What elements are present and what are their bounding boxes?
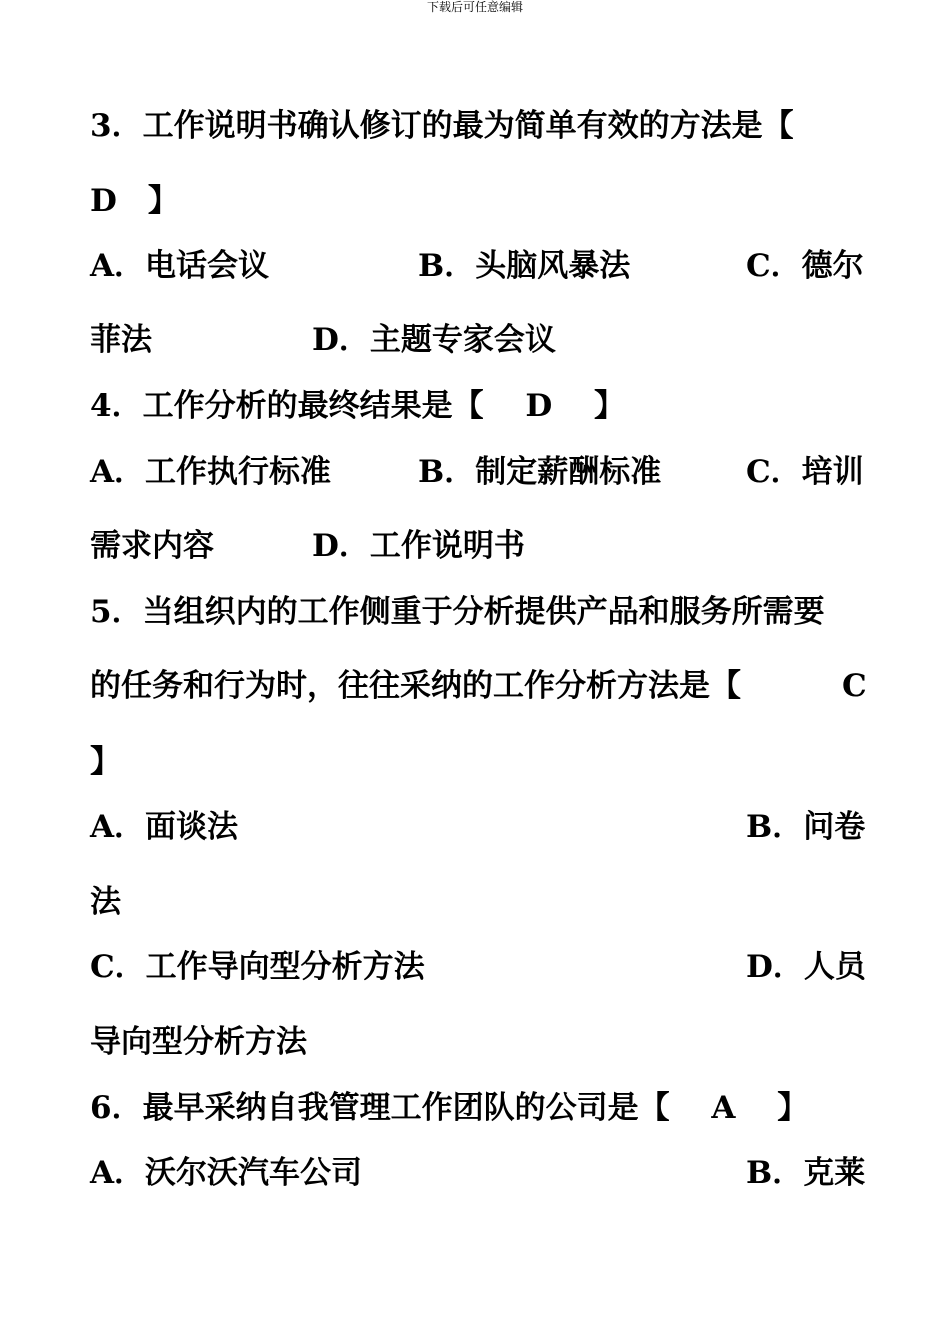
question-6-stem-text: 6．最早采纳自我管理工作团队的公司是【 A 】	[90, 1090, 809, 1126]
question-4-option-c-cont: 需求内容	[90, 528, 214, 564]
question-5-options-row-2	[90, 882, 860, 922]
question-5-stem-line-2	[90, 666, 867, 706]
question-5-option-b-cont: 法	[90, 884, 121, 920]
question-5-options-row-4	[90, 1022, 860, 1062]
question-3-options-row-2	[90, 320, 860, 360]
question-5-options-row-1	[90, 807, 866, 847]
question-5-options-row-3	[90, 947, 866, 987]
question-5-option-b: B．问卷	[746, 809, 866, 845]
question-4-option-d: D．工作说明书	[312, 528, 525, 564]
question-3-stem	[90, 106, 860, 146]
question-5-option-d: D．人员	[746, 949, 866, 985]
question-4-options-row	[90, 452, 864, 492]
question-5-stem-line-1	[90, 592, 860, 632]
question-4-option-b: B．制定薪酬标准	[418, 454, 662, 490]
question-3-option-b: B．头脑风暴法	[418, 248, 631, 284]
question-5-option-c: C．工作导向型分析方法	[90, 949, 425, 985]
question-5-option-d-cont: 导向型分析方法	[90, 1024, 307, 1060]
question-6-option-b: B．克莱	[746, 1155, 866, 1191]
question-5-bracket-close: 】	[90, 744, 121, 780]
question-4-option-c: C．培训	[746, 454, 864, 490]
question-6-options-row	[90, 1153, 866, 1193]
question-3-answer: D 】	[90, 183, 179, 219]
page-header-note: 下载后可任意编辑	[426, 0, 523, 14]
question-3-options-row	[90, 246, 864, 286]
question-3-option-c-cont: 菲法	[90, 322, 152, 358]
question-4-stem-text: 4．工作分析的最终结果是【 D 】	[90, 388, 626, 424]
question-6-stem	[90, 1088, 860, 1128]
question-3-stem-text: 3．工作说明书确认修订的最为简单有效的方法是【	[90, 108, 794, 144]
question-3-answer-line	[90, 181, 860, 221]
question-6-option-a: A．沃尔沃汽车公司	[90, 1155, 363, 1191]
question-4-stem	[90, 386, 860, 426]
question-5-stem-text-1: 5．当组织内的工作侧重于分析提供产品和服务所需要	[90, 594, 825, 630]
question-3-option-a: A．电话会议	[90, 248, 270, 284]
question-4-option-a: A．工作执行标准	[90, 454, 332, 490]
question-5-option-a: A．面谈法	[90, 809, 239, 845]
question-3-option-d: D．主题专家会议	[312, 322, 556, 358]
question-5-answer: C	[842, 668, 867, 704]
question-3-option-c: C．德尔	[746, 248, 864, 284]
question-4-options-row-2	[90, 526, 860, 566]
question-5-stem-text-2: 的任务和行为时，往往采纳的工作分析方法是【	[90, 668, 741, 704]
question-5-bracket-line	[90, 742, 860, 782]
